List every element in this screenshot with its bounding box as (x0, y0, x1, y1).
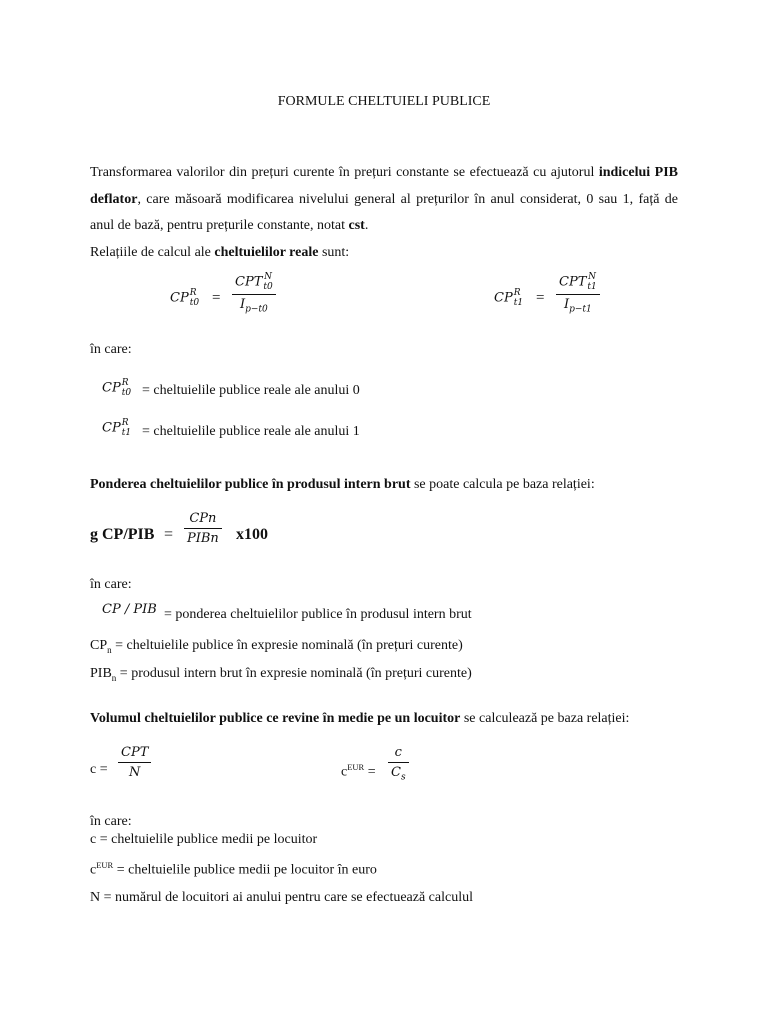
fraction-numerator (556, 272, 600, 292)
volum-heading (90, 711, 629, 727)
def-pibn (90, 666, 472, 682)
fraction-denominator (556, 297, 600, 315)
symbol-sup: EUR (96, 860, 114, 870)
num-sup: N (264, 272, 272, 282)
fraction-numerator: CPT (121, 745, 149, 760)
def-ceur (90, 860, 377, 879)
pondere-bold: Ponderea cheltuielilor publice în produsul intern brut (90, 477, 411, 492)
pondere-rest: se poate calcula pe baza relației: (413, 477, 595, 492)
fraction-numerator: CPn (189, 511, 217, 526)
num-sup: N (588, 272, 596, 282)
relations-text-end: sunt: (321, 245, 350, 260)
fraction-bar (388, 762, 409, 763)
lhs-sub: t1 (513, 298, 524, 308)
symbol-base: CP (102, 420, 121, 436)
def-cp-t1-text: = cheltuielile publice reale ale anului 1 (142, 424, 360, 439)
in-care-label-2: în care: (90, 577, 132, 592)
in-care-label-3: în care: (90, 814, 132, 829)
formula-gcp-lhs: g CP/PIB (90, 526, 155, 543)
lhs-sup: R (189, 288, 197, 298)
symbol-sup: R (121, 418, 129, 428)
intro-text-continued: , care măsoară modificarea nivelului general al prețurilor în anul considerat, 0 sau 1, față de anul de bază, pentru prețurile constante, notat (90, 191, 678, 233)
lhs-base: CP (494, 290, 513, 306)
fraction-numerator (232, 272, 276, 292)
fraction-denominator: PIBn (187, 531, 219, 546)
def-text: = cheltuielile publice medii pe locuitor în euro (116, 862, 377, 878)
formula-c-fraction (118, 745, 151, 780)
pondere-heading (90, 477, 595, 493)
def-cp-pib-symbol: CP / PIB (102, 602, 157, 617)
lhs-sup: R (513, 288, 521, 298)
def-c: c = cheltuielile publice medii pe locuitor (90, 832, 318, 847)
intro-paragraph (90, 160, 678, 240)
formula-cp-t1-fraction (556, 272, 600, 315)
def-text: = cheltuielile publice în expresie nominală (în prețuri curente) (115, 638, 463, 653)
def-cp-t0-symbol (102, 378, 131, 398)
def-cpn (90, 638, 463, 654)
intro-text: Transformarea valorilor din prețuri curente în prețuri constante se efectuează cu ajutorul (90, 165, 595, 180)
symbol-sub: n (111, 672, 117, 683)
symbol-base: c (90, 862, 97, 878)
fraction-bar (184, 528, 222, 529)
fraction-bar (556, 294, 600, 295)
page-title: FORMULE CHELTUIELI PUBLICE (277, 94, 491, 109)
formula-gcp-fraction (184, 511, 222, 546)
intro-bold-term: indicelui PIB deflator (90, 165, 678, 207)
in-care-label-1: în care: (90, 342, 132, 357)
den-sub: p−t1 (569, 304, 592, 315)
formula-ceur-lhs (341, 762, 376, 781)
formula-gcp-equals: = (164, 526, 174, 543)
relations-text: Relațiile de calcul ale (90, 245, 211, 260)
lhs-base: c (341, 764, 348, 780)
def-cp-pib-text: = ponderea cheltuielilor publice în produsul intern brut (164, 607, 472, 622)
formula-gcp-multiplier: x100 (236, 526, 268, 543)
formula-ceur-fraction (388, 745, 409, 783)
num-sub: t1 (587, 282, 597, 292)
symbol-sup: R (121, 378, 129, 388)
formula-ceur-equals: = (367, 764, 376, 780)
formula-cp-t0-lhs (170, 288, 199, 308)
lhs-base: CP (170, 290, 189, 306)
fraction-bar (118, 762, 151, 763)
fraction-denominator: N (129, 765, 141, 780)
den-base: C (391, 765, 401, 780)
formula-cp-t0-fraction (232, 272, 276, 315)
fraction-denominator (232, 297, 276, 315)
formula-cp-t0-equals: = (212, 290, 221, 306)
symbol-base: CP (90, 638, 108, 653)
symbol-sub: t1 (121, 428, 132, 438)
formula-cp-t1-lhs (494, 288, 523, 308)
symbol-base: PIB (90, 666, 112, 681)
def-n: N = numărul de locuitori ai anului pentru care se efectuează calculul (90, 890, 473, 905)
den-sub: p−t0 (245, 304, 268, 315)
fraction-bar (232, 294, 276, 295)
relations-bold-term: cheltuielilor reale (214, 245, 319, 260)
den-base: I (239, 297, 246, 312)
symbol-base: CP (102, 380, 121, 396)
symbol-sub: n (107, 644, 112, 655)
den-base: I (563, 297, 570, 312)
def-cp-t0-text: = cheltuielile publice reale ale anului 0 (142, 383, 360, 398)
relations-intro (90, 245, 349, 261)
fraction-denominator (388, 765, 409, 783)
formula-cp-t1-equals: = (536, 290, 545, 306)
volum-rest: se calculează pe baza relației: (463, 711, 630, 726)
num-sub: t0 (263, 282, 273, 292)
den-sub: s (400, 772, 406, 783)
formula-c-lhs: c = (90, 762, 108, 777)
symbol-sub: t0 (121, 388, 132, 398)
volum-bold: Volumul cheltuielilor publice ce revine în medie pe un locuitor (90, 711, 461, 726)
def-cp-t1-symbol (102, 418, 131, 438)
intro-bold-cst: cst (348, 218, 365, 233)
def-text: = produsul intern brut în expresie nominală (în prețuri curente) (119, 666, 472, 681)
fraction-numerator: c (394, 745, 402, 760)
lhs-sub: t0 (189, 298, 200, 308)
intro-end: . (364, 218, 369, 233)
num-base: CPT (235, 274, 263, 290)
lhs-sup: EUR (347, 762, 365, 772)
num-base: CPT (559, 274, 587, 290)
